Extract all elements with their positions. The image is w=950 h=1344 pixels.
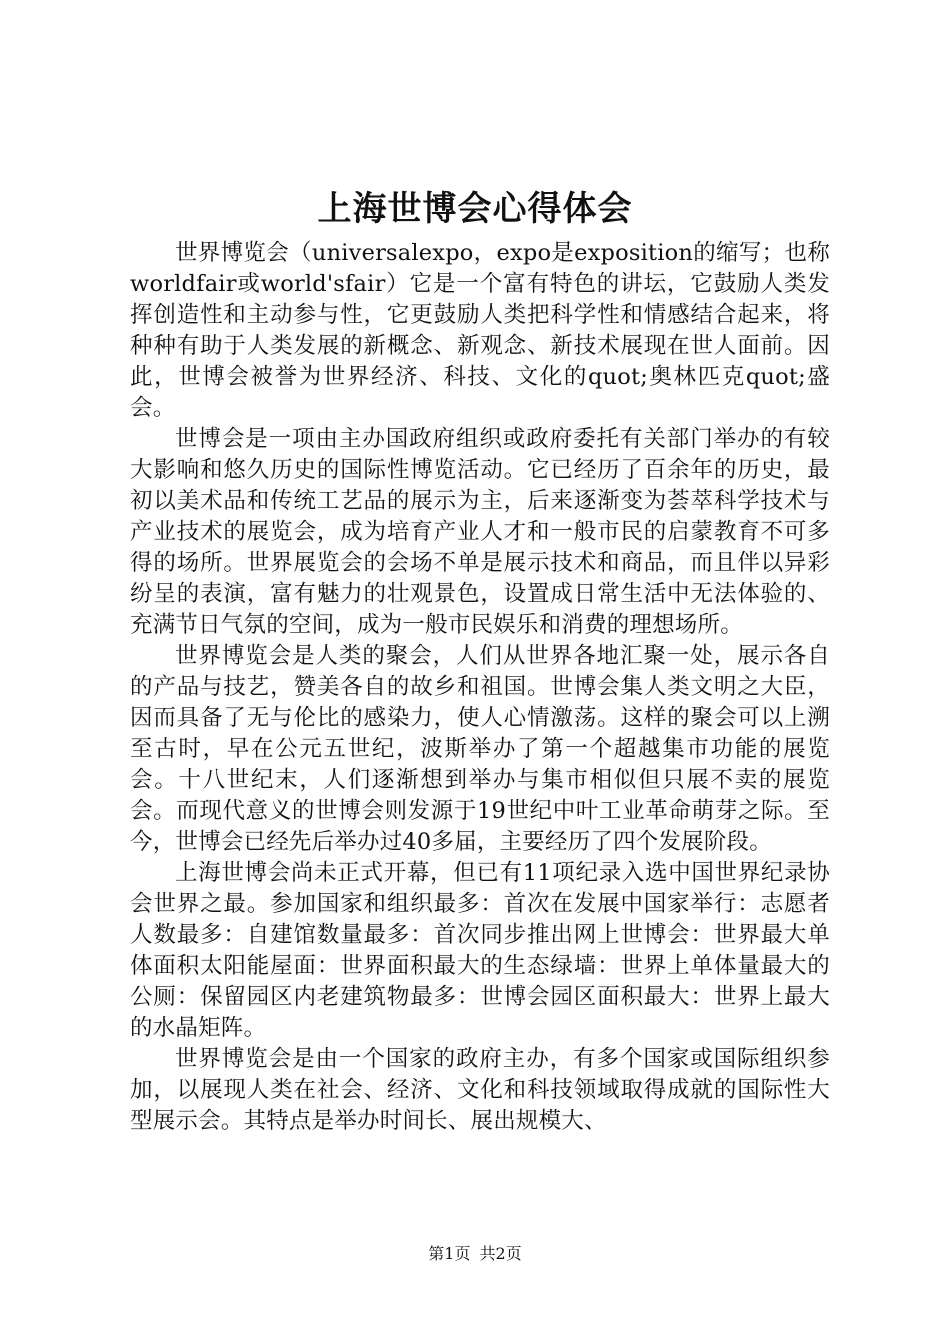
paragraph-3: 世界博览会是人类的聚会，人们从世界各地汇聚一处，展示各自的产品与技艺，赞美各自的故乡和祖国。世博会集人类文明之大臣，因而具备了无与伦比的感染力，使人心情激荡。这样的聚会可以上溯至古时，早在公元五世纪，波斯举办了第一个超越集市功能的展览会。十八世纪末，人们逐渐想到举办与集市相似但只展不卖的展览会。而现代意义的世博会则发源于19世纪中叶工业革命萌芽之际。至今，世博会已经先后举办过40多届，主要经历了四个发展阶段。 [130,643,830,855]
paragraph-5: 世界博览会是由一个国家的政府主办，有多个国家或国际组织参加，以展现人类在社会、经济、文化和科技领域取得成就的国际性大型展示会。其特点是举办时间长、展出规模大、 [130,1046,830,1134]
paragraph-4: 上海世博会尚未正式开幕，但已有11项纪录入选中国世界纪录协会世界之最。参加国家和组织最多：首次在发展中国家举行：志愿者人数最多：自建馆数量最多：首次同步推出网上世博会：世界最大单体面积太阳能屋面：世界面积最大的生态绿墙：世界上单体量最大的公厕：保留园区内老建筑物最多：世博会园区面积最大：世界上最大的水晶矩阵。 [130,860,830,1041]
paragraph-1: 世界博览会（universalexpo，expo是exposition的缩写；也称worldfair或world'sfair）它是一个富有特色的讲坛，它鼓励人类发挥创造性和主动参与性，它更鼓励人类把科学性和情感结合起来，将种种有助于人类发展的新概念、新观念、新技术展现在世人面前。因此，世博会被誉为世界经济、科技、文化的quot;奥林匹克quot;盛会。 [130,240,830,421]
page-footer [0,1243,950,1265]
page-number-current: 第1页 [428,1244,471,1263]
page-number-total: 共2页 [479,1244,522,1263]
document-title: 上海世博会心得体会 [317,189,633,229]
document-body [130,238,830,1137]
paragraph-2: 世博会是一项由主办国政府组织或政府委托有关部门举办的有较大影响和悠久历史的国际性博览活动。它已经历了百余年的历史，最初以美术品和传统工艺品的展示为主，后来逐渐变为荟萃科学技术与产业技术的展览会，成为培育产业人才和一般市民的启蒙教育不可多得的场所。世界展览会的会场不单是展示技术和商品，而且伴以异彩纷呈的表演，富有魅力的壮观景色，设置成日常生活中无法体验的、充满节日气氛的空间，成为一般市民娱乐和消费的理想场所。 [130,426,830,638]
